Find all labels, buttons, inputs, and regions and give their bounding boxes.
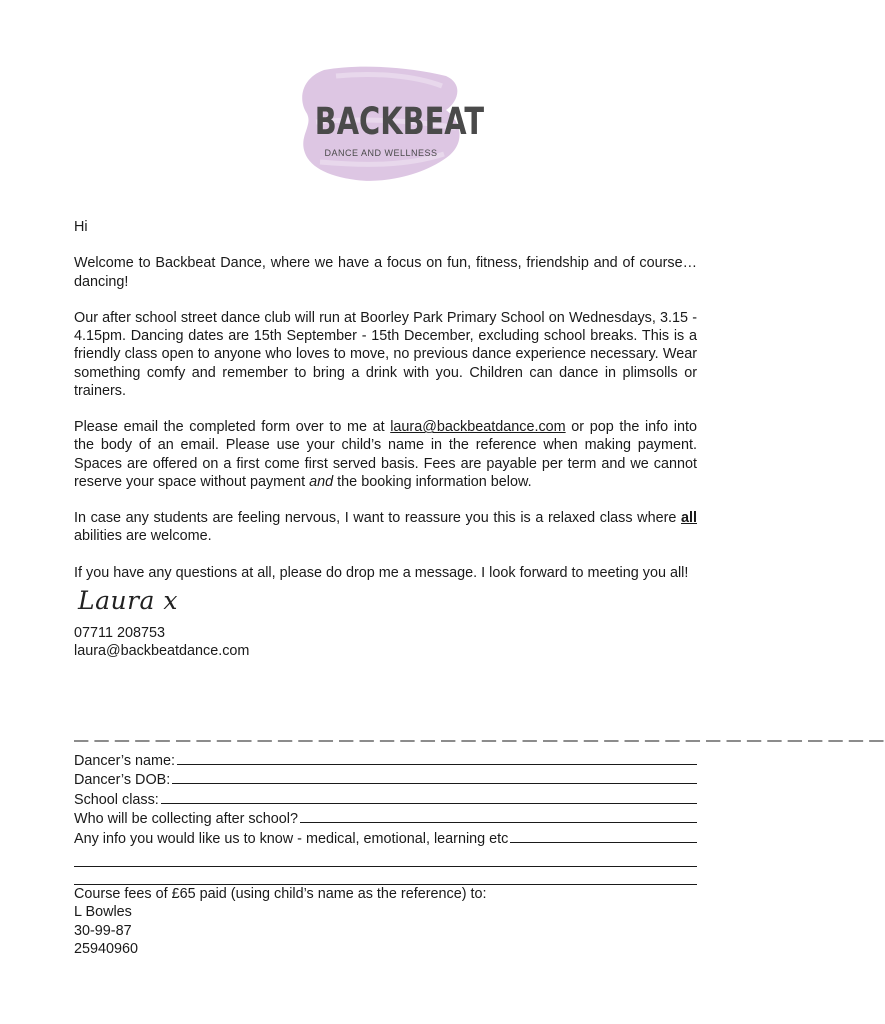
booking-text-3: the booking information below. (333, 473, 532, 490)
collecting-label: Who will be collecting after school? (74, 811, 298, 828)
reassure-emphasis: all (681, 510, 697, 527)
greeting: Hi (74, 219, 88, 235)
dancer-dob-label: Dancer’s DOB: (74, 772, 171, 789)
school-class-field[interactable] (161, 790, 697, 804)
paragraph-questions: If you have any questions at all, please do drop me a message. I look forward to meeting you all! (74, 564, 689, 581)
paragraph-club-details: Our after school street dance club will run at Boorley Park Primary School on Wednesdays, 3.15 - 4.15pm. Dancing dates are 15th September - 15th December, excluding school breaks. This is a friendly class open to anyone who loves to move, no previous dance experience necessary. Wear something comfy and remember to bring a drink with you. Children can dance in plimsolls or trainers. (74, 309, 697, 399)
school-class-label: School class: (74, 791, 159, 808)
booking-form (74, 732, 885, 959)
letter-body (74, 218, 697, 661)
phone-number: 07711 208753 (74, 625, 165, 642)
fees-text: Course fees of £65 paid (using child’s name as the reference) to: (74, 885, 487, 902)
signature: Laura x (78, 585, 179, 615)
info-row (74, 829, 697, 849)
paragraph-reassure (74, 509, 697, 545)
paragraph-welcome: Welcome to Backbeat Dance, where we have a focus on fun, fitness, friendship and of course… dancing! (74, 255, 697, 290)
dancer-name-row (74, 751, 697, 771)
dancer-name-label: Dancer’s name: (74, 752, 176, 769)
brand-name: BACKBEAT (314, 100, 485, 143)
collecting-row (74, 809, 697, 829)
dancer-name-field[interactable] (177, 751, 697, 765)
dancer-dob-row (74, 770, 697, 790)
booking-emphasis: and (309, 473, 334, 490)
booking-text-2: or pop the info into the body of an email. Please use your child’s name in the reference when making payment. Spaces are offered on a first come first served basis. Fees are payable per term and we cannot reserve your space without payment (74, 419, 697, 490)
info-label: Any info you would like us to know - medical, emotional, learning etc (74, 830, 509, 847)
info-field-line-3[interactable] (74, 867, 697, 885)
email-link[interactable]: laura@backbeatdance.com (390, 419, 566, 436)
sort-code: 30-99-87 (74, 922, 132, 939)
logo (296, 62, 485, 192)
payee-name: L Bowles (74, 904, 132, 921)
dancer-dob-field[interactable] (172, 770, 697, 784)
cut-line: — — — — — — — — — — — — — — — — — — — — — — — — — — — — — — — — — — — — — — — — (74, 733, 885, 749)
info-field-line-2[interactable] (74, 849, 697, 867)
contact-email: laura@backbeatdance.com (74, 643, 250, 660)
collecting-field[interactable] (300, 809, 697, 823)
info-field[interactable] (510, 829, 697, 843)
school-class-row (74, 790, 697, 810)
reassure-text-1: In case any students are feeling nervous, I want to reassure you this is a relaxed class where (74, 510, 681, 527)
brand-tagline: DANCE AND WELLNESS (324, 148, 438, 158)
paragraph-booking (74, 418, 697, 491)
booking-text-1: Please email the completed form over to me at (74, 419, 391, 436)
reassure-text-2: abilities are welcome. (74, 528, 212, 545)
account-number: 25940960 (74, 941, 139, 958)
